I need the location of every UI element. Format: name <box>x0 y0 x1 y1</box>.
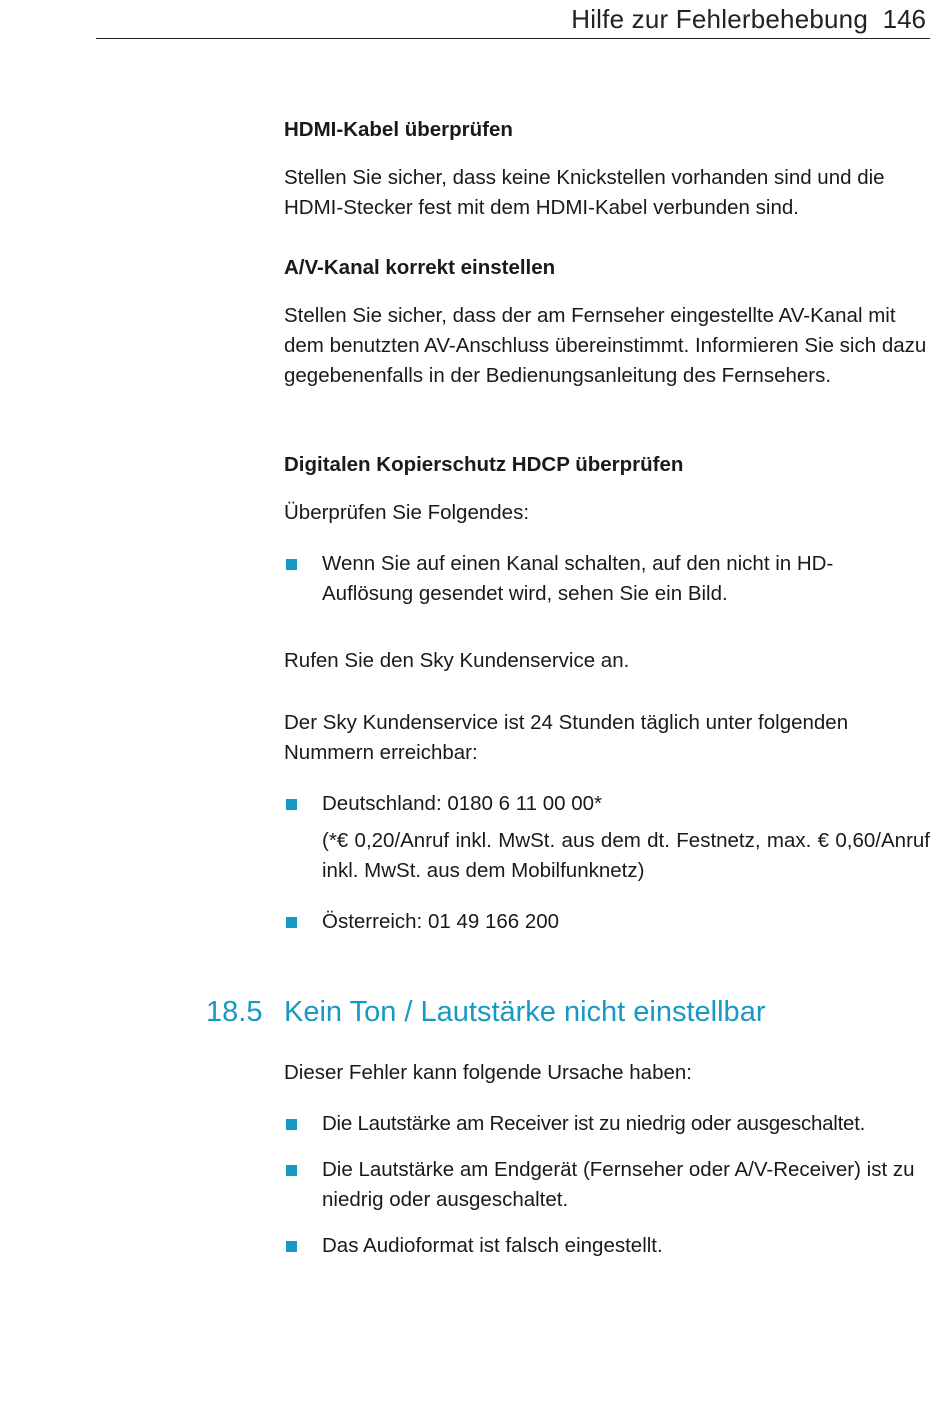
hdcp-bullet-text: Wenn Sie auf einen Kanal schalten, auf den nicht in HD-Auflösung gesendet wird, sehen Sie ein Bild. <box>322 552 834 605</box>
list-item <box>284 907 930 939</box>
cause-text: Das Audioformat ist falsch eingestellt. <box>322 1234 663 1257</box>
list-item <box>284 1109 930 1141</box>
square-bullet-icon <box>286 799 297 810</box>
square-bullet-icon <box>286 917 297 928</box>
service-availability-text: Der Sky Kundenservice ist 24 Stunden täglich unter folgenden Nummern erreichbar: <box>284 711 849 764</box>
section-number: 18.5 <box>206 996 263 1028</box>
hdcp-heading: Digitalen Kopierschutz HDCP überprüfen <box>284 453 684 476</box>
square-bullet-icon <box>286 559 297 570</box>
list-item <box>284 1155 930 1217</box>
phone-austria: Österreich: 01 49 166 200 <box>322 910 560 933</box>
call-service-text: Rufen Sie den Sky Kundenservice an. <box>284 649 630 672</box>
header-title: Hilfe zur Fehlerbehebung <box>571 4 868 34</box>
square-bullet-icon <box>286 1119 297 1130</box>
section-title: Kein Ton / Lautstärke nicht einstellbar <box>284 996 766 1028</box>
av-channel-heading: A/V-Kanal korrekt einstellen <box>284 256 556 279</box>
section-intro: Dieser Fehler kann folgende Ursache haben: <box>284 1061 692 1084</box>
hdmi-heading: HDMI-Kabel überprüfen <box>284 118 513 141</box>
hdcp-intro: Überprüfen Sie Folgendes: <box>284 501 530 524</box>
page-header <box>96 0 930 39</box>
phone-germany: Deutschland: 0180 6 11 00 00* <box>322 792 603 815</box>
square-bullet-icon <box>286 1165 297 1176</box>
av-channel-text: Stellen Sie sicher, dass der am Fernseher eingestellte AV-Kanal mit dem benutzten AV-Anschluss übereinstimmt. Informieren Sie sich dazu gegebenenfalls in der Bedienungsanleitung des Fernsehers. <box>284 304 927 387</box>
page-number: 146 <box>882 4 926 34</box>
list-item <box>284 549 930 611</box>
square-bullet-icon <box>286 1241 297 1252</box>
cause-text: Die Lautstärke am Receiver ist zu niedrig oder ausgeschaltet. <box>322 1112 866 1135</box>
list-item <box>284 789 930 889</box>
list-item <box>284 1231 930 1263</box>
hdmi-text: Stellen Sie sicher, dass keine Knickstellen vorhanden sind und die HDMI-Stecker fest mit dem HDMI-Kabel verbunden sind. <box>284 166 885 219</box>
phone-price-note: (*€ 0,20/Anruf inkl. MwSt. aus dem dt. Festnetz, max. € 0,60/Anruf inkl. MwSt. aus dem Mobilfunknetz) <box>322 829 930 882</box>
cause-text: Die Lautstärke am Endgerät (Fernseher oder A/V-Receiver) ist zu niedrig oder ausgeschaltet. <box>322 1158 915 1211</box>
